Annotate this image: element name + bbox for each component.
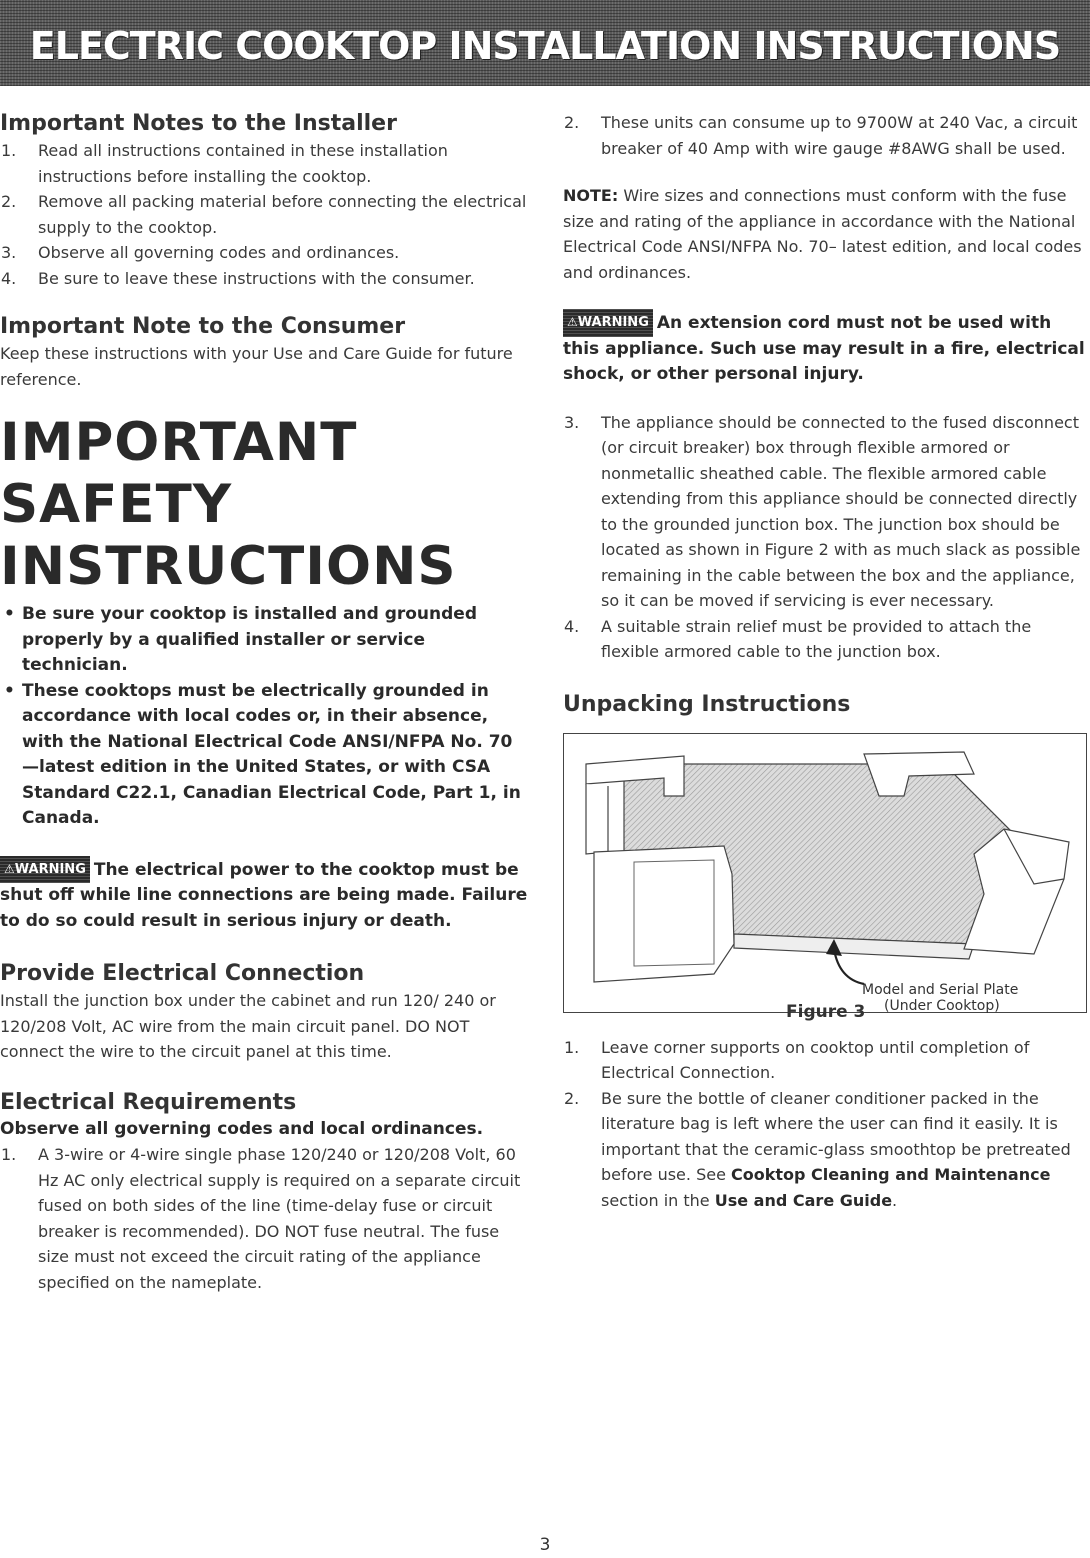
figure-caption: Figure 3: [786, 1001, 866, 1022]
list-item: 4. Be sure to leave these instructions with the consumer.: [1, 268, 475, 288]
cooktop-illustration: [564, 734, 1086, 1012]
list-item: 2. Remove all packing material before connecting the electrical supply to the cooktop.: [1, 192, 527, 237]
list-item: 1. A 3-wire or 4-wire single phase 120/240 or 120/208 Volt, 60 Hz AC only electrical supply is required on a separate circuit fused on both sides of the line (time-delay fuse or circuit breaker is recommended). DO NOT fuse neutral. The fuse size must not exceed the circuit rating of the appliance specified on the nameplate.: [1, 1145, 521, 1292]
connection-heading: Provide Electrical Connection: [0, 961, 365, 986]
left-column: [0, 110, 528, 1295]
right-column: [563, 110, 1090, 1213]
list-item: 3. Observe all governing codes and ordinances.: [1, 243, 400, 262]
requirements-subheading: Observe all governing codes and local ordinances.: [0, 1118, 484, 1139]
figure-3: [563, 733, 1087, 1022]
safety-bullets: [0, 602, 528, 832]
unpacking-list: [563, 1035, 1090, 1214]
warning-shutoff: ⚠WARNING The electrical power to the cooktop must be shut off while line connections are being made. Failure to do so could result in serious injury or death.: [0, 856, 528, 935]
warning-icon: ⚠: [567, 315, 578, 329]
safety-title: IMPORTANT SAFETY INSTRUCTIONS: [0, 412, 457, 597]
connection-list: [563, 410, 1090, 665]
connection-text: Install the junction box under the cabinet and run 120/ 240 or 120/208 Volt, AC wire from the main circuit panel. DO NOT connect the wire to the circuit panel at this time.: [0, 991, 496, 1061]
plate-label: Model and Serial Plate: [862, 981, 1019, 998]
requirements-heading: Electrical Requirements: [0, 1089, 297, 1115]
unpacking-heading: Unpacking Instructions: [563, 691, 851, 717]
list-item: 3. The appliance should be connected to the fused disconnect (or circuit breaker) box through flexible armored or nonmetallic sheathed cable. The flexible armored cable extending from this appliance should be connected directly to the grounded junction box. The junction box should be located as shown in Figure 2 with as much slack as possible remaining in the cable between the box and the appliance, so it can be moved if servicing is ever necessary.: [564, 412, 1081, 610]
plate-sublabel: (Under Cooktop): [884, 997, 1000, 1014]
list-item: • Be sure your cooktop is installed and grounded properly by a qualified installer or service technician.: [0, 602, 528, 679]
list-item: 2. Be sure the bottle of cleaner conditioner packed in the literature bag is left where the user can find it easily. It is important that the ceramic-glass smoothtop be pretreated before use. See Cooktop Cleaning and Maintenance section in the Use and Care Guide.: [564, 1088, 1071, 1210]
installer-heading: Important Notes to the Installer: [0, 111, 397, 136]
requirements-list: [0, 1142, 528, 1295]
warning-icon: ⚠: [4, 861, 15, 876]
consumer-heading: Important Note to the Consumer: [0, 314, 406, 339]
use-care-guide-ref: Use and Care Guide: [714, 1190, 893, 1210]
list-item: 2. These units can consume up to 9700W at 240 Vac, a circuit breaker of 40 Amp with wire gauge #8AWG shall be used.: [564, 113, 1078, 158]
list-item: 1. Leave corner supports on cooktop until completion of Electrical Connection.: [564, 1037, 1030, 1082]
header-banner: [0, 0, 1090, 86]
warning-badge: ⚠WARNING: [0, 856, 90, 884]
list-item: 4. A suitable strain relief must be provided to attach the flexible armored cable to the junction box.: [564, 616, 1032, 661]
warning-extension-cord: ⚠WARNING An extension cord must not be used with this appliance. Such use may result in a fire, electrical shock, or other personal injury.: [563, 309, 1090, 388]
consumer-text: Keep these instructions with your Use and Care Guide for future reference.: [0, 344, 513, 389]
list-item: • These cooktops must be electrically grounded in accordance with local codes or, in their absence, with the National Electrical Code ANSI/NFPA No. 70—latest edition in the United States, or with CSA Standard C22.1, Canadian Electrical Code, Part 1, in Canada.: [0, 679, 528, 832]
requirements-list-cont: [563, 110, 1090, 161]
banner-title: ELECTRIC COOKTOP INSTALLATION INSTRUCTIONS: [29, 24, 1061, 68]
cleaning-section-link: Cooktop Cleaning and Maintenance: [731, 1165, 1051, 1184]
page-number: 3: [539, 1535, 551, 1555]
list-item: 1. Read all instructions contained in these installation instructions before installing the cooktop.: [1, 141, 448, 186]
warning-badge: ⚠WARNING: [563, 309, 653, 337]
note-paragraph: NOTE: Wire sizes and connections must conform with the fuse size and rating of the appliance in accordance with the National Electrical Code ANSI/NFPA No. 70– latest edition, and local codes and ordinances.: [563, 186, 1082, 282]
installer-list: [0, 138, 528, 291]
